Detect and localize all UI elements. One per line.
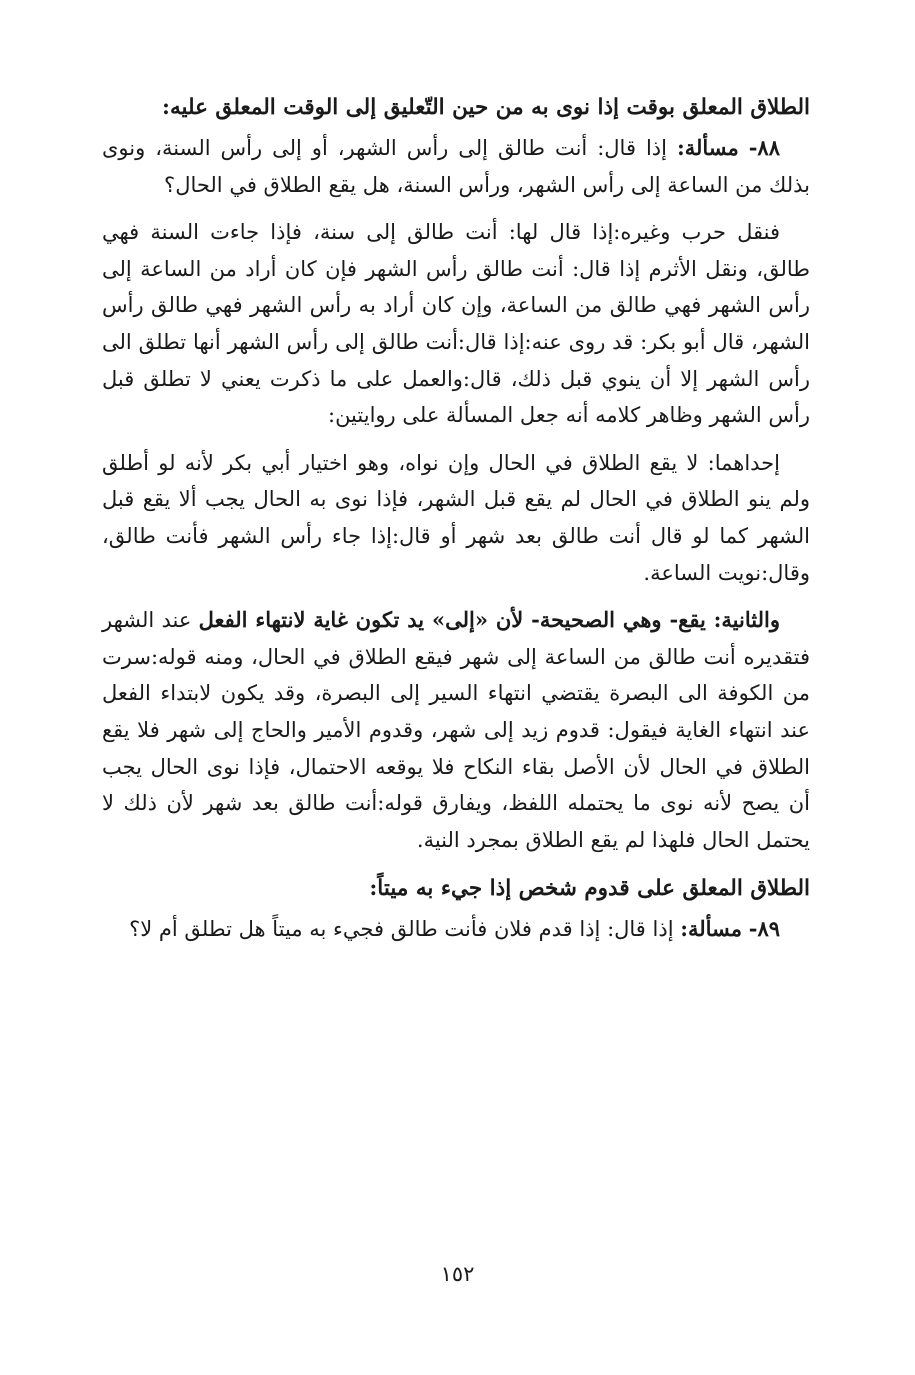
question-88-text: إذا قال: أنت طالق إلى رأس الشهر، أو إلى رأس السنة، ونوى بذلك من الساعة إلى رأس الشهر، ورأس السنة، هل يقع الطلاق في الحال؟ bbox=[102, 136, 810, 197]
paragraph-naql: فنقل حرب وغيره:إذا قال لها: أنت طالق إلى سنة، فإذا جاءت السنة فهي طالق، ونقل الأثرم إذا قال: أنت طالق رأس الشهر فإن كان أراد من الساعة إلى رأس الشهر فهي طالق من الساعة، وإن كان أراد به رأس الشهر فهي طالق رأس الشهر، قال أبو بكر: قد روى عنه:إذا قال:أنت طالق إلى رأس الشهر أنها تطلق الى رأس الشهر إلا أن ينوي قبل ذلك، قال:والعمل على ما ذكرت يعني لا تطلق قبل رأس الشهر وظاهر كلامه أنه جعل المسألة على روايتين: bbox=[102, 220, 810, 428]
question-88-label: مسألة: bbox=[676, 135, 739, 160]
question-88-number: ٨٨- bbox=[748, 135, 780, 160]
second-narration-lead: والثانية: يقع- وهي الصحيحة- لأن «إلى» يد تكون غاية لانتهاء الفعل bbox=[198, 607, 780, 633]
question-89-number: ٨٩- bbox=[748, 916, 780, 942]
document-page bbox=[102, 88, 810, 959]
question-89 bbox=[102, 911, 810, 948]
question-88 bbox=[102, 130, 810, 203]
page-number: ١٥٢ bbox=[440, 1262, 475, 1286]
second-narration-text: عند الشهر فتقديره أنت طالق من الساعة إلى شهر فيقع الطلاق في الحال، ومنه قوله:سرت من الكوفة الى البصرة يقتضي انتهاء السير إلى البصرة، وقد يكون لابتداء الفعل عند انتهاء الغاية فيقول: قدوم زيد إلى شهر، وقدوم الأمير والحاج إلى شهر فلا يقع الطلاق في الحال لأن الأصل بقاء النكاح فلا يوقعه الاحتمال، فإذا نوى الحال يجب أن يصح لأنه نوى ما يحتمله اللفظ، ويفارق قوله:أنت طالق بعد شهر لأن ذلك لا يحتمل الحال فلهذا لم يقع الطلاق بمجرد النية. bbox=[102, 608, 810, 852]
paragraph-first-narration: إحداهما: لا يقع الطلاق في الحال وإن نواه، وهو اختيار أبي بكر لأنه لو أطلق ولم ينو الطلاق في الحال لم يقع قبل الشهر، فإذا نوى به الحال يجب ألا يقع قبل الشهر كما لو قال أنت طالق بعد شهر أو قال:إذا جاء رأس الشهر فأنت طالق، وقال:نويت الساعة. bbox=[102, 450, 810, 585]
paragraph-second-narration bbox=[102, 602, 810, 858]
question-89-label: مسألة: bbox=[680, 916, 743, 942]
question-89-text: إذا قال: إذا قدم فلان فأنت طالق فجيء به ميتاً هل تطلق أم لا؟ bbox=[129, 917, 674, 942]
section-heading-arrival-dead: الطلاق المعلق على قدوم شخص إذا جيء به ميتاً: bbox=[369, 876, 810, 902]
section-heading-timed-divorce: الطلاق المعلق بوقت إذا نوى به من حين التّعليق إلى الوقت المعلق عليه: bbox=[162, 95, 810, 120]
